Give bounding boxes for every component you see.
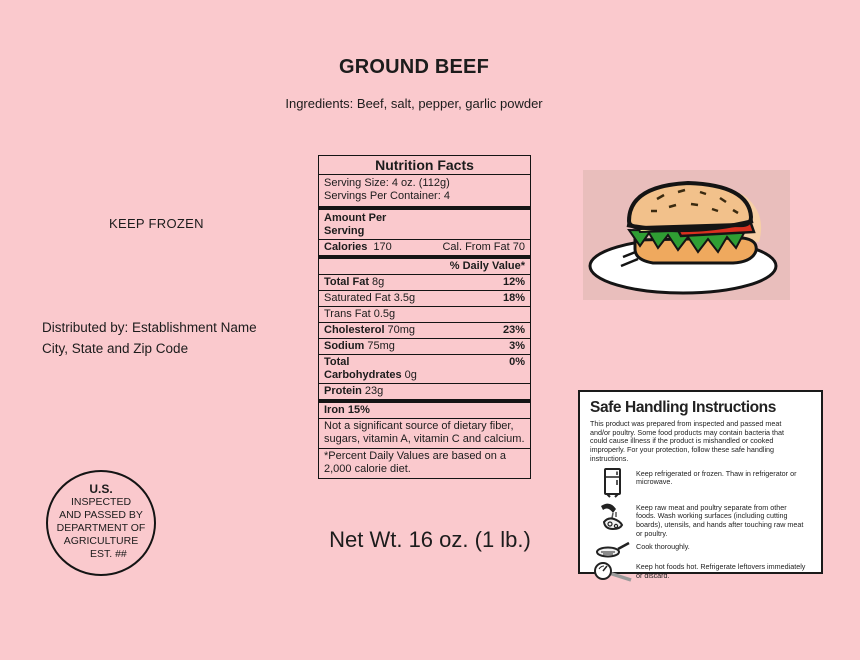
- daily-value-header: % Daily Value*: [449, 260, 525, 272]
- usda-line: AND PASSED BY: [59, 509, 143, 521]
- net-weight-text: Net Wt. 16 oz. (1 lb.): [329, 527, 531, 552]
- usda-line: U.S.: [89, 482, 113, 496]
- nutrient-amount: 3.5g: [393, 292, 416, 304]
- nutrient-amount: 75mg: [367, 340, 395, 352]
- iron-row: Iron 15%: [324, 404, 370, 416]
- safe-handling-step-text: Keep refrigerated or frozen. Thaw in refrigerator or microwave.: [636, 468, 797, 487]
- nutrient-row-cholesterol: [319, 322, 530, 338]
- nutrient-dv: 23%: [502, 324, 525, 336]
- calories-label: Calories: [324, 241, 368, 253]
- product-title: GROUND BEEF: [339, 56, 489, 78]
- safe-handling-intro: This product was prepared from inspected and passed meat and/or poultry. Some food products may contain bacteria that could cause illness if the product is mishandled or cooked improperly. For your protection, follow these safe handling instructions.: [590, 419, 785, 463]
- nutrient-row-carbohydrates: [319, 354, 530, 383]
- nutrient-label: Saturated Fat: [324, 292, 391, 304]
- amount-per-serving: Amount Per Serving: [324, 212, 387, 237]
- ingredients-statement: Ingredients: Beef, salt, pepper, garlic powder: [285, 96, 543, 111]
- nutrient-dv: 0%: [509, 356, 525, 368]
- safe-handling-step-4: [590, 561, 812, 585]
- nutrient-row-total-fat: [319, 274, 530, 290]
- usda-line: AGRICULTURE: [63, 535, 139, 547]
- nutrient-label: Total Carbohydrates: [324, 356, 402, 381]
- nutrient-row-protein: [319, 383, 530, 399]
- nutrient-label: Protein: [324, 385, 362, 397]
- distributed-by-line2: City, State and Zip Code: [42, 341, 189, 356]
- nutrient-row-trans-fat: [319, 306, 530, 322]
- distributed-by-line1: Distributed by: Establishment Name: [42, 320, 257, 335]
- safe-handling-step-3: [590, 541, 812, 559]
- nutrient-label: Cholesterol: [324, 324, 385, 336]
- wash-hands-icon: [590, 502, 636, 532]
- safe-handling-title: Safe Handling Instructions: [590, 399, 776, 416]
- nutrient-amount: 0g: [404, 369, 417, 381]
- safe-handling-step-text: Keep raw meat and poultry separate from other foods. Wash working surfaces (including cutting boards), utensils, and hands after touching raw meat or poultry.: [636, 502, 804, 538]
- nutrient-amount: 8g: [372, 276, 385, 288]
- nutrient-label: Trans Fat: [324, 308, 371, 320]
- serving-info: [319, 175, 530, 206]
- nutrient-dv: 3%: [509, 340, 525, 352]
- nutrition-facts-title: Nutrition Facts: [319, 156, 530, 175]
- calories-row: [319, 239, 530, 255]
- distributed-by-block: [42, 317, 257, 359]
- serving-size: Serving Size: 4 oz. (112g): [324, 177, 450, 189]
- thermometer-icon: [590, 561, 636, 585]
- keep-frozen-text: KEEP FROZEN: [109, 216, 204, 231]
- percent-dv-note: *Percent Daily Values are based on a 2,000 calorie diet.: [319, 448, 530, 478]
- nutrient-row-sodium: [319, 338, 530, 354]
- safe-handling-box: [578, 390, 823, 581]
- nutrient-dv: 18%: [502, 292, 525, 304]
- refrigerator-icon: [590, 468, 636, 498]
- burger-clipart: [583, 170, 790, 300]
- nutrient-amount: 23g: [364, 385, 384, 397]
- safe-handling-step-1: [590, 468, 812, 498]
- safe-handling-step-text: Keep hot foods hot. Refrigerate leftovers immediately or discard.: [636, 562, 806, 581]
- calories-from-fat: Cal. From Fat 70: [442, 241, 525, 253]
- nutrient-row-saturated-fat: [319, 290, 530, 306]
- safe-handling-step-text: Cook thoroughly.: [636, 542, 690, 552]
- calories-number: 170: [373, 241, 392, 253]
- calories-value: [324, 241, 392, 254]
- nutrient-label: Sodium: [324, 340, 365, 352]
- usda-line: DEPARTMENT OF: [56, 522, 146, 534]
- safe-handling-step-2: [590, 502, 812, 539]
- servings-per-container: Servings Per Container: 4: [324, 190, 450, 202]
- nutrition-facts-panel: [318, 155, 531, 479]
- usda-inspection-stamp: [46, 470, 156, 576]
- nutrient-amount: 0.5g: [373, 308, 396, 320]
- usda-line: INSPECTED: [70, 496, 132, 508]
- label-header: [0, 0, 828, 111]
- usda-est-number: EST. ##: [90, 548, 127, 560]
- frying-pan-icon: [590, 541, 636, 559]
- nutrient-dv: 12%: [502, 276, 525, 288]
- nutrient-amount: 70mg: [387, 324, 416, 336]
- not-significant-note: Not a significant source of dietary fiber, sugars, vitamin A, vitamin C and calcium.: [319, 418, 530, 448]
- burger-clipart-box: [583, 170, 790, 300]
- nutrient-label: Total Fat: [324, 276, 370, 288]
